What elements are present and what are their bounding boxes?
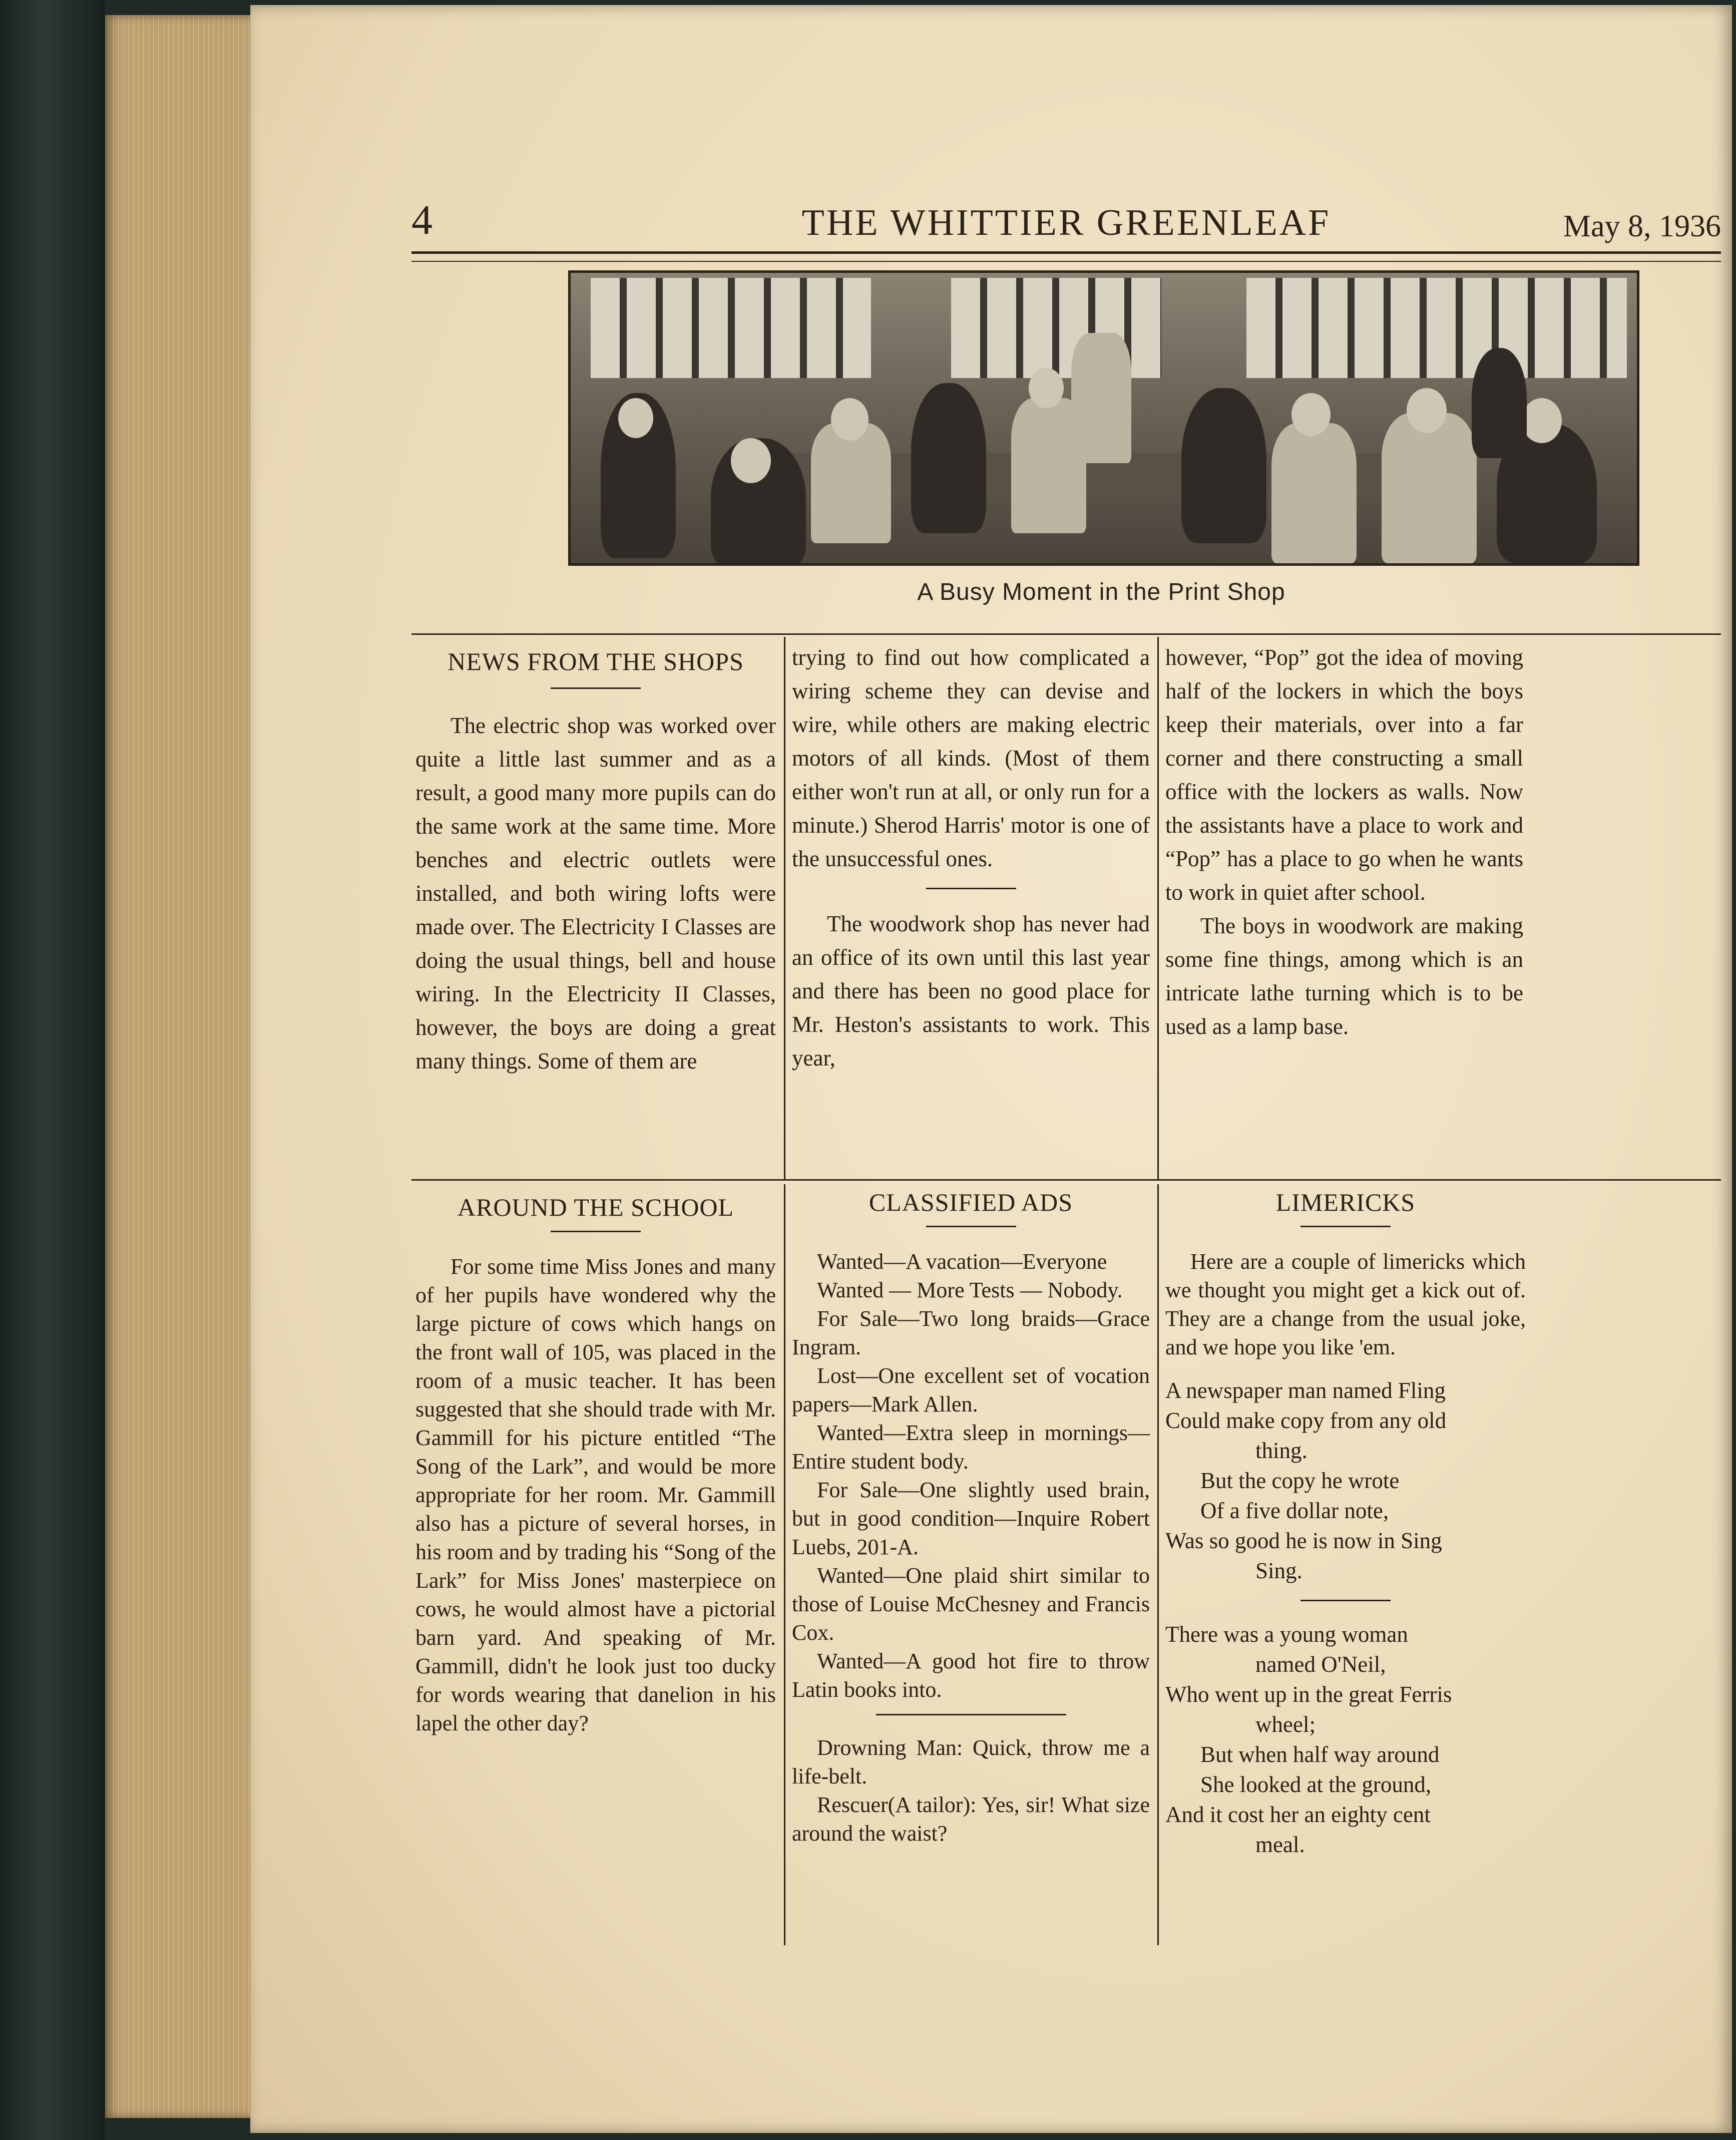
poem-line: Who went up in the great Ferris [1165,1682,1452,1707]
newspaper-page [250,5,1732,2133]
separator-rule [1300,1600,1391,1601]
photo-figure [618,398,653,438]
print-shop-photo [568,270,1639,566]
photo-figure [1522,398,1562,443]
heading-rule [551,687,641,689]
page-number: 4 [411,197,432,243]
newspaper-title: THE WHITTIER GREENLEAF [801,202,1331,243]
classified-ad: For Sale—Two long braids—Grace Ingram. [792,1306,1150,1359]
poem-line: thing. [1255,1438,1308,1463]
joke-line: Rescuer(A tailor): Yes, sir! What size around the waist? [792,1793,1150,1846]
classified-column [792,1184,1150,1848]
shops-column-1 [415,641,776,1078]
poem-line: Could make copy from any old [1165,1408,1447,1433]
shops-paragraph: however, “Pop” got the idea of moving half of the lockers in which the boys keep their materials, over into a far corner and there constructing a small office with the lockers as walls. Now the assistants have a place to work and “Pop” has a place to go when he wants to work in quiet after school. [1165,645,1523,905]
shops-paragraph: trying to find out how complicated a wiring scheme they can devise and wire, while others are making electric motors of all kinds. (Most of them either won't run at all, or only run for a minute.) Sherod Harris' motor is one of the unsuccessful ones. [792,645,1150,871]
column-rule [1157,1184,1159,1945]
shops-column-3 [1165,641,1523,1043]
heading-rule [551,1231,641,1232]
photo-figure [1271,423,1357,563]
photo-figure [1407,388,1447,433]
classified-ad: Wanted—A good hot fire to throw Latin books into. [792,1649,1150,1702]
photo-figure [1071,333,1131,463]
photo-figure [1291,393,1331,436]
classified-ad: Wanted—One plaid shirt similar to those of Louise McChesney and Francis Cox. [792,1563,1150,1645]
photo-figure [831,398,869,441]
column-rule [784,637,785,1180]
poem-line: Was so good he is now in Sing [1165,1528,1442,1553]
limerick-1 [1165,1375,1526,1586]
masthead-rule [411,251,1721,262]
photo-caption: A Busy Moment in the Print Shop [917,579,1285,605]
limericks-column [1165,1184,1526,1860]
classified-ad: Wanted—A vacation—Everyone [817,1249,1107,1274]
separator-rule [926,888,1016,889]
photo-figure [1382,413,1477,563]
page-edges [105,15,255,2118]
around-column [415,1189,776,1737]
section-rule [411,1179,1721,1181]
photo-figure [731,438,771,483]
column-rule [784,1184,785,1945]
limerick-2 [1165,1619,1526,1860]
photo-figure [1029,368,1064,408]
photo-window [1246,278,1627,378]
photo-figure [1472,348,1527,458]
photo-figure [911,383,986,533]
around-heading: AROUND THE SCHOOL [457,1193,734,1221]
poem-line: Of a five dollar note, [1200,1498,1389,1523]
around-paragraph: For some time Miss Jones and many of her pupils have wondered why the large picture of cows which hangs on the front wall of 105, was placed in the room of a music teacher. It has been suggested that she should trade with Mr. Gammill for his picture entitled “The Song of the Lark”, and would be more appropriate for her room. Mr. Gammill also has a picture of several horses, in his room and by trading his “Song of the Lark” for Miss Jones' masterpiece on cows, he would almost have a pictorial barn yard. And speaking of Mr. Gammill, didn't he look just too ducky for words wearing that danelion in his lapel the other day? [415,1254,776,1735]
classified-ad: For Sale—One slightly used brain, but in good condition—Inquire Robert Luebs, 201-A. [792,1478,1150,1559]
column-rule [1157,637,1159,1180]
book-binding [0,0,105,2140]
section-rule [411,633,1721,635]
classified-heading: CLASSIFIED ADS [869,1188,1073,1216]
limericks-intro: Here are a couple of limericks which we thought you might get a kick out of. They are a change from the usual joke, and we hope you like 'em. [1165,1249,1526,1359]
heading-rule [926,1226,1016,1227]
masthead [411,195,1721,250]
shops-paragraph: The boys in woodwork are making some fine things, among which is an intricate lathe turning which is to be used as a lamp base. [1165,913,1523,1039]
poem-line: But when half way around [1200,1742,1440,1767]
issue-date: May 8, 1936 [1563,209,1721,243]
photo-figure [1181,388,1266,543]
shops-paragraph: The electric shop was worked over quite a little last summer and as a result, a good many more pupils can do the same work at the same time. More benches and electric outlets were installed, and both wiring lofts were made over. The Electricity I Classes are doing the usual things, bell and house wiring. In the Electricity II Classes, however, the boys are doing a great many things. Some of them are [415,713,776,1074]
heading-rule [1300,1226,1391,1227]
photo-window [591,278,871,378]
classified-ad: Wanted—Extra sleep in mornings—Entire student body. [792,1420,1150,1474]
separator-rule [876,1714,1066,1715]
poem-line: But the copy he wrote [1200,1468,1400,1493]
poem-line: Sing. [1255,1558,1303,1583]
poem-line: She looked at the ground, [1200,1772,1432,1797]
limericks-heading: LIMERICKS [1275,1188,1416,1216]
shops-heading: NEWS FROM THE SHOPS [448,647,744,675]
classified-ad: Lost—One excellent set of vocation papers—Mark Allen. [792,1363,1150,1416]
photo-figure [811,423,891,543]
poem-line: A newspaper man named Fling [1165,1378,1446,1403]
joke-line: Drowning Man: Quick, throw me a life-belt. [792,1735,1150,1789]
poem-line: wheel; [1255,1712,1316,1737]
poem-line: There was a young woman [1165,1622,1408,1647]
poem-line: meal. [1255,1832,1305,1857]
shops-column-2 [792,641,1150,1075]
classified-ad: Wanted — More Tests — Nobody. [817,1278,1123,1302]
shops-paragraph: The woodwork shop has never had an office of its own until this last year and there has been no good place for Mr. Heston's assistants to work. This year, [792,911,1150,1071]
poem-line: And it cost her an eighty cent [1165,1802,1431,1827]
poem-line: named O'Neil, [1255,1652,1386,1677]
